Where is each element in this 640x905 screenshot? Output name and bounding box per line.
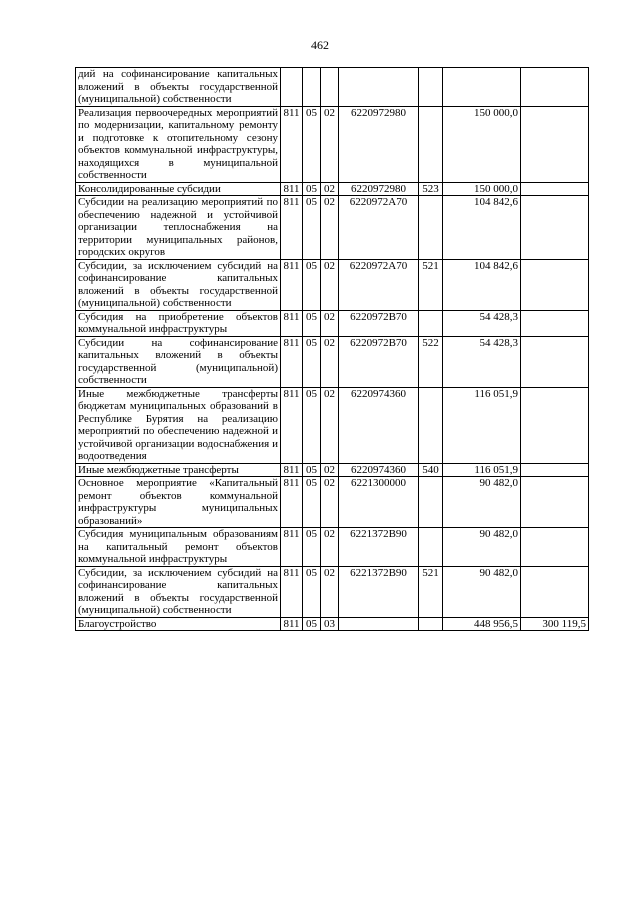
amount-second-cell	[521, 463, 589, 477]
amount-second-cell	[521, 106, 589, 182]
section-code-cell: 05	[303, 336, 321, 387]
row-name-cell: Благоустройство	[76, 617, 281, 631]
amount-second-cell	[521, 336, 589, 387]
expense-type-cell: 521	[419, 259, 443, 310]
amount-cell: 116 051,9	[443, 387, 521, 463]
amount-cell: 54 428,3	[443, 336, 521, 387]
expense-type-cell: 523	[419, 182, 443, 196]
amount-cell: 104 842,6	[443, 259, 521, 310]
row-name-cell: Субсидии, за исключением субсидий на софинансирование капитальных вложений в объекты государственной (муниципальной) собственности	[76, 259, 281, 310]
target-article-cell: 6220972A70	[339, 259, 419, 310]
section-code-cell	[303, 68, 321, 107]
amount-cell: 90 482,0	[443, 528, 521, 567]
table-row	[76, 182, 589, 196]
ministry-code-cell: 811	[281, 336, 303, 387]
amount-cell: 448 956,5	[443, 617, 521, 631]
budget-table	[75, 67, 589, 631]
row-name-cell: Субсидии на софинансирование капитальных вложений в объекты государственной (муниципальной) собственности	[76, 336, 281, 387]
expense-type-cell	[419, 617, 443, 631]
table-row	[76, 68, 589, 107]
amount-cell: 150 000,0	[443, 182, 521, 196]
amount-second-cell	[521, 196, 589, 260]
table-row	[76, 336, 589, 387]
section-code-cell: 05	[303, 387, 321, 463]
row-name-cell: Субсидии, за исключением субсидий на софинансирование капитальных вложений в объекты государственной (муниципальной) собственности	[76, 566, 281, 617]
row-name-cell: Иные межбюджетные трансферты	[76, 463, 281, 477]
subsection-code-cell: 02	[321, 528, 339, 567]
expense-type-cell: 521	[419, 566, 443, 617]
target-article-cell: 6220974360	[339, 387, 419, 463]
amount-cell: 104 842,6	[443, 196, 521, 260]
section-code-cell: 05	[303, 310, 321, 336]
subsection-code-cell: 02	[321, 106, 339, 182]
expense-type-cell: 522	[419, 336, 443, 387]
target-article-cell: 6221372B90	[339, 528, 419, 567]
table-row	[76, 310, 589, 336]
subsection-code-cell: 02	[321, 463, 339, 477]
subsection-code-cell	[321, 68, 339, 107]
ministry-code-cell: 811	[281, 477, 303, 528]
subsection-code-cell: 02	[321, 566, 339, 617]
expense-type-cell	[419, 310, 443, 336]
table-row	[76, 477, 589, 528]
row-name-cell: дий на софинансирование капитальных вложений в объекты государственной (муниципальной) собственности	[76, 68, 281, 107]
row-name-cell: Субсидии на реализацию мероприятий по обеспечению надежной и устойчивой организации теплоснабжения на территории муниципальных районов, городских округов	[76, 196, 281, 260]
target-article-cell: 6221372B90	[339, 566, 419, 617]
table-row	[76, 259, 589, 310]
row-name-cell: Основное мероприятие «Капитальный ремонт объектов коммунальной инфраструктуры муниципальных образований»	[76, 477, 281, 528]
target-article-cell: 6220972B70	[339, 310, 419, 336]
section-code-cell: 05	[303, 463, 321, 477]
ministry-code-cell	[281, 68, 303, 107]
amount-cell: 90 482,0	[443, 566, 521, 617]
expense-type-cell	[419, 196, 443, 260]
amount-second-cell	[521, 566, 589, 617]
row-name-cell: Субсидия муниципальным образованиям на капитальный ремонт объектов коммунальной инфраструктуры	[76, 528, 281, 567]
row-name-cell: Реализация первоочередных мероприятий по модернизации, капитальному ремонту и подготовке к отопительному сезону объектов коммунальной инфраструктуры, находящихся в муниципальной собственности	[76, 106, 281, 182]
subsection-code-cell: 02	[321, 182, 339, 196]
table-row	[76, 106, 589, 182]
amount-cell: 150 000,0	[443, 106, 521, 182]
target-article-cell	[339, 68, 419, 107]
target-article-cell: 6220972A70	[339, 196, 419, 260]
ministry-code-cell: 811	[281, 182, 303, 196]
expense-type-cell	[419, 477, 443, 528]
target-article-cell: 6220974360	[339, 463, 419, 477]
section-code-cell: 05	[303, 106, 321, 182]
target-article-cell: 6221300000	[339, 477, 419, 528]
target-article-cell	[339, 617, 419, 631]
amount-cell	[443, 68, 521, 107]
ministry-code-cell: 811	[281, 617, 303, 631]
amount-second-cell	[521, 387, 589, 463]
row-name-cell: Субсидия на приобретение объектов коммунальной инфраструктуры	[76, 310, 281, 336]
subsection-code-cell: 02	[321, 259, 339, 310]
expense-type-cell	[419, 387, 443, 463]
ministry-code-cell: 811	[281, 528, 303, 567]
expense-type-cell	[419, 106, 443, 182]
amount-cell: 54 428,3	[443, 310, 521, 336]
table-row	[76, 196, 589, 260]
expense-type-cell	[419, 68, 443, 107]
amount-second-cell	[521, 68, 589, 107]
table-row	[76, 387, 589, 463]
subsection-code-cell: 03	[321, 617, 339, 631]
table-row	[76, 463, 589, 477]
subsection-code-cell: 02	[321, 310, 339, 336]
row-name-cell: Консолидированные субсидии	[76, 182, 281, 196]
target-article-cell: 6220972980	[339, 182, 419, 196]
amount-cell: 116 051,9	[443, 463, 521, 477]
amount-second-cell	[521, 528, 589, 567]
table-row	[76, 528, 589, 567]
subsection-code-cell: 02	[321, 336, 339, 387]
expense-type-cell	[419, 528, 443, 567]
subsection-code-cell: 02	[321, 196, 339, 260]
table-row	[76, 566, 589, 617]
ministry-code-cell: 811	[281, 106, 303, 182]
section-code-cell: 05	[303, 196, 321, 260]
section-code-cell: 05	[303, 528, 321, 567]
section-code-cell: 05	[303, 182, 321, 196]
subsection-code-cell: 02	[321, 387, 339, 463]
ministry-code-cell: 811	[281, 387, 303, 463]
ministry-code-cell: 811	[281, 196, 303, 260]
amount-second-cell	[521, 477, 589, 528]
target-article-cell: 6220972980	[339, 106, 419, 182]
amount-second-cell: 300 119,5	[521, 617, 589, 631]
target-article-cell: 6220972B70	[339, 336, 419, 387]
ministry-code-cell: 811	[281, 566, 303, 617]
amount-second-cell	[521, 310, 589, 336]
ministry-code-cell: 811	[281, 310, 303, 336]
section-code-cell: 05	[303, 477, 321, 528]
subsection-code-cell: 02	[321, 477, 339, 528]
page-number: 462	[311, 38, 329, 52]
amount-second-cell	[521, 259, 589, 310]
row-name-cell: Иные межбюджетные трансферты бюджетам муниципальных образований в Республике Бурятия на реализацию мероприятий по обеспечению надежной и устойчивой организации водоснабжения и водоотведения	[76, 387, 281, 463]
section-code-cell: 05	[303, 566, 321, 617]
amount-cell: 90 482,0	[443, 477, 521, 528]
section-code-cell: 05	[303, 259, 321, 310]
expense-type-cell: 540	[419, 463, 443, 477]
table-row	[76, 617, 589, 631]
amount-second-cell	[521, 182, 589, 196]
ministry-code-cell: 811	[281, 463, 303, 477]
ministry-code-cell: 811	[281, 259, 303, 310]
section-code-cell: 05	[303, 617, 321, 631]
